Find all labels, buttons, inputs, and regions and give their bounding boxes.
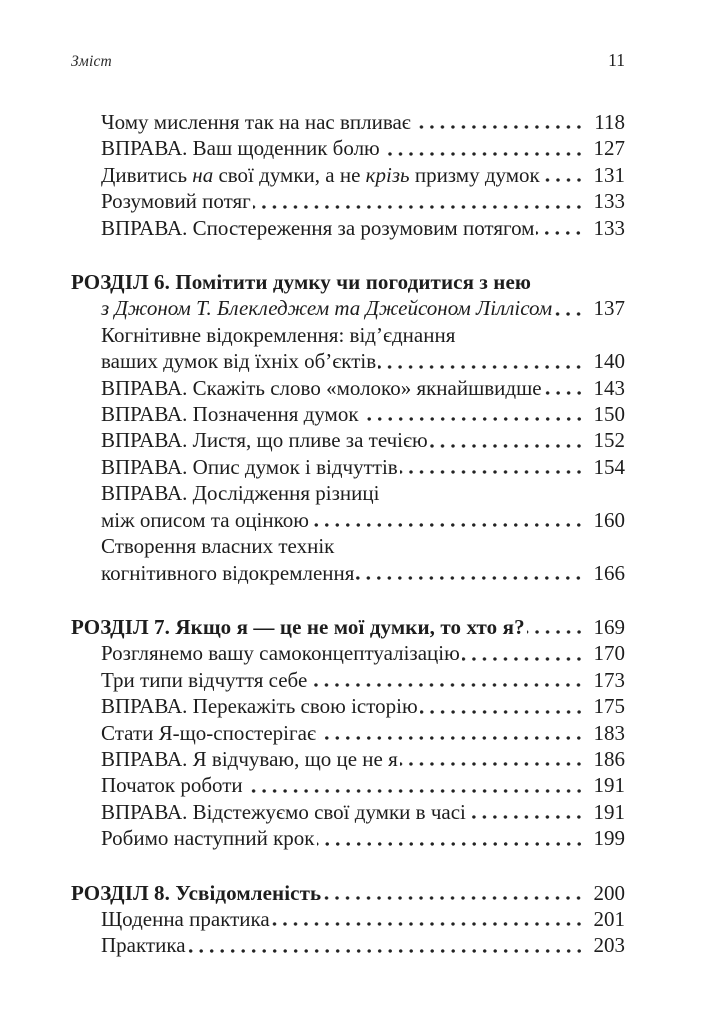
- toc-title-segment: Створення власних технік: [101, 534, 335, 559]
- toc-title-segment: ВПРАВА. Перекажіть свою історію: [101, 694, 418, 719]
- toc-entry: [71, 188, 625, 214]
- toc-entry: [71, 667, 625, 693]
- toc-entry-title: [101, 188, 251, 214]
- toc-section: [71, 614, 625, 852]
- toc-page-number: 133: [593, 215, 625, 240]
- toc-title-segment: РОЗДІЛ 6. Помітити думку чи погодитися з нею: [71, 270, 532, 295]
- toc-entry: [71, 427, 625, 453]
- toc-line: [101, 375, 625, 401]
- toc-page-number: 154: [593, 454, 625, 479]
- toc-page-number: 170: [593, 641, 625, 666]
- toc-title-segment: ВПРАВА. Опис думок і відчуттів: [101, 454, 398, 479]
- toc-entry-title: [101, 693, 418, 719]
- toc-page-number: 183: [593, 720, 625, 745]
- toc-page-number: 175: [593, 694, 625, 719]
- toc-entry: [71, 720, 625, 746]
- toc-line: [101, 693, 625, 719]
- toc-entry: [71, 932, 625, 958]
- toc-page-number: 118: [594, 110, 625, 134]
- toc-title-segment: когнітивного відокремлення: [101, 560, 355, 585]
- toc-title-segment: ВПРАВА. Позначення думок: [101, 402, 359, 427]
- dot-leader: [468, 799, 584, 825]
- toc-line: [101, 720, 625, 746]
- toc-page-number: 137: [593, 296, 625, 321]
- dot-leader: [542, 162, 584, 188]
- dot-leader: [544, 375, 584, 401]
- toc-entry-title: [101, 533, 334, 559]
- toc-entry-title: [101, 135, 380, 161]
- toc-line: [101, 932, 625, 958]
- dot-leader: [356, 560, 584, 586]
- toc-entry-title: [101, 109, 411, 135]
- dot-leader: [361, 401, 584, 427]
- toc-entry: [71, 375, 625, 401]
- toc-page-number: 200: [593, 880, 625, 905]
- toc-line: [101, 533, 625, 559]
- page-number: 11: [608, 50, 625, 70]
- toc-entry-title: [71, 880, 321, 906]
- dot-leader: [462, 640, 584, 666]
- dot-leader: [527, 614, 584, 640]
- toc-page-number: 191: [593, 799, 625, 824]
- dot-leader: [272, 906, 584, 932]
- dot-leader: [430, 427, 584, 453]
- toc-title-segment: призму думок: [409, 162, 540, 187]
- toc-page-number: 186: [593, 746, 625, 771]
- toc-entry-title: [101, 427, 428, 453]
- toc-title-segment: Три типи відчуття себе: [101, 667, 308, 692]
- toc-title-segment: Робимо наступний крок: [101, 826, 315, 851]
- dot-leader: [378, 348, 584, 374]
- toc: [71, 109, 625, 959]
- toc-entry-title: [71, 614, 525, 640]
- toc-entry: [71, 135, 625, 161]
- toc-line: [101, 427, 625, 453]
- toc-title-segment: ВПРАВА. Скажіть слово «молоко» якнайшвидше: [101, 375, 542, 400]
- toc-line: [101, 480, 625, 506]
- toc-line: [101, 454, 625, 480]
- toc-title-italic-segment: крізь: [365, 162, 410, 187]
- toc-line: [101, 295, 625, 321]
- toc-entry: [71, 825, 625, 851]
- toc-title-segment: Розглянемо вашу самоконцептуалізацію: [101, 641, 460, 666]
- toc-line: [101, 667, 625, 693]
- toc-title-segment: Стати Я-що-спостерігає: [101, 720, 316, 745]
- dot-leader: [311, 507, 584, 533]
- toc-line: [101, 906, 625, 932]
- toc-entry-title: [101, 640, 460, 666]
- toc-entry-title: [101, 295, 552, 321]
- toc-entry: [71, 109, 625, 135]
- toc-page-number: 160: [593, 507, 625, 532]
- toc-entry-title: [101, 215, 534, 241]
- dot-leader: [323, 880, 584, 906]
- dot-leader: [188, 932, 584, 958]
- toc-entry-title: [101, 906, 270, 932]
- toc-entry-title: [101, 322, 455, 348]
- toc-line: [101, 799, 625, 825]
- toc-title-segment: Чому мислення так на нас впливає: [101, 110, 411, 134]
- toc-entry-title: [101, 560, 354, 586]
- dot-leader: [400, 746, 584, 772]
- running-header-title: Зміст: [71, 53, 112, 70]
- toc-line: [71, 614, 625, 640]
- toc-title-italic-segment: на: [192, 162, 214, 187]
- dot-leader: [382, 135, 584, 161]
- toc-title-segment: ВПРАВА. Ваш щоденник болю: [101, 136, 380, 161]
- toc-page-number: 173: [593, 667, 625, 692]
- toc-entry-title: [101, 401, 359, 427]
- toc-title-segment: ВПРАВА. Відстежуємо свої думки в часі: [101, 799, 466, 824]
- toc-section: [71, 880, 625, 959]
- toc-entry-title: [101, 667, 307, 693]
- toc-entry-title: [101, 746, 398, 772]
- toc-entry: [71, 454, 625, 480]
- toc-page-number: 127: [593, 136, 625, 161]
- toc-line: [101, 348, 625, 374]
- toc-title-segment: Розумовий потяг: [101, 189, 251, 214]
- dot-leader: [420, 693, 584, 719]
- toc-line: [101, 772, 625, 798]
- toc-line: [101, 746, 625, 772]
- toc-entry: [71, 162, 625, 188]
- dot-leader: [400, 454, 584, 480]
- dot-leader: [413, 109, 584, 135]
- toc-line: [71, 880, 625, 906]
- toc-page-number: 143: [593, 375, 625, 400]
- toc-page-number: 150: [593, 402, 625, 427]
- dot-leader: [245, 772, 584, 798]
- toc-section: [71, 269, 625, 586]
- toc-entry: [71, 614, 625, 640]
- toc-entry-title: [101, 454, 398, 480]
- toc-title-segment: Практика: [101, 933, 186, 958]
- toc-line: [101, 162, 625, 188]
- toc-page-number: 140: [593, 349, 625, 374]
- toc-line: [101, 215, 625, 241]
- toc-entry: [71, 640, 625, 666]
- toc-entry-title: [101, 932, 186, 958]
- toc-entry-title: [101, 480, 379, 506]
- toc-page-number: 152: [593, 428, 625, 453]
- dot-leader: [253, 188, 584, 214]
- toc-line: [101, 135, 625, 161]
- toc-entry-title: [101, 720, 316, 746]
- toc-title-italic-segment: з Джоном Т. Блекледжем та Джейсоном Ліллісом: [101, 296, 553, 321]
- toc-entry-title: [101, 507, 309, 533]
- toc-entry: [71, 799, 625, 825]
- toc-page-number: 133: [593, 189, 625, 214]
- dot-leader: [318, 720, 584, 746]
- toc-page-number: 199: [593, 826, 625, 851]
- toc-page-number: 203: [593, 933, 625, 958]
- toc-entry: [71, 746, 625, 772]
- toc-entry-title: [101, 772, 243, 798]
- toc-title-segment: ваших думок від їхніх об’єктів: [101, 349, 377, 374]
- toc-line: [101, 507, 625, 533]
- toc-title-segment: ВПРАВА. Я відчуваю, що це не я: [101, 746, 398, 771]
- dot-leader: [554, 295, 584, 321]
- toc-title-segment: Щоденна практика: [101, 906, 270, 931]
- toc-title-segment: РОЗДІЛ 8. Усвідомленість: [71, 880, 322, 905]
- toc-title-segment: РОЗДІЛ 7. Якщо я — це не мої думки, то хто я?: [71, 614, 525, 639]
- toc-section: [71, 109, 625, 241]
- toc-entry: [71, 906, 625, 932]
- toc-title-segment: ВПРАВА. Спостереження за розумовим потягом: [101, 215, 535, 240]
- toc-line: [101, 109, 625, 135]
- toc-entry-title: [101, 825, 315, 851]
- toc-entry-title: [101, 348, 376, 374]
- toc-page-number: 131: [593, 162, 625, 187]
- toc-line: [101, 560, 625, 586]
- toc-title-segment: між описом та оцінкою: [101, 507, 309, 532]
- toc-title-segment: свої думки, а не: [213, 162, 366, 187]
- toc-line: [101, 640, 625, 666]
- toc-entry: [71, 215, 625, 241]
- toc-entry: [71, 880, 625, 906]
- toc-entry: [71, 772, 625, 798]
- toc-title-segment: Початок роботи: [101, 773, 243, 798]
- toc-line: [101, 322, 625, 348]
- toc-entry: [71, 401, 625, 427]
- toc-entry-title: [101, 799, 466, 825]
- toc-page-number: 201: [593, 906, 625, 931]
- toc-entry: [71, 269, 625, 295]
- toc-entry: [71, 322, 625, 375]
- toc-entry: [71, 480, 625, 533]
- toc-entry-title: [101, 162, 540, 188]
- toc-entry-title: [101, 375, 542, 401]
- toc-entry: [71, 295, 625, 321]
- dot-leader: [536, 215, 584, 241]
- toc-entry: [71, 693, 625, 719]
- toc-line: [101, 188, 625, 214]
- dot-leader: [309, 667, 584, 693]
- toc-line: [71, 269, 625, 295]
- toc-page-number: 169: [593, 614, 625, 639]
- toc-entry-title: [71, 269, 531, 295]
- toc-title-segment: Дивитись: [101, 162, 193, 187]
- toc-line: [101, 825, 625, 851]
- toc-title-segment: ВПРАВА. Листя, що пливе за течією: [101, 428, 428, 453]
- running-header: [71, 50, 625, 72]
- toc-title-segment: Когнітивне відокремлення: від’єднання: [101, 322, 456, 347]
- toc-page-number: 191: [593, 773, 625, 798]
- toc-entry: [71, 533, 625, 586]
- toc-page-number: 166: [593, 560, 625, 585]
- toc-title-segment: ВПРАВА. Дослідження різниці: [101, 481, 380, 506]
- toc-line: [101, 401, 625, 427]
- dot-leader: [317, 825, 584, 851]
